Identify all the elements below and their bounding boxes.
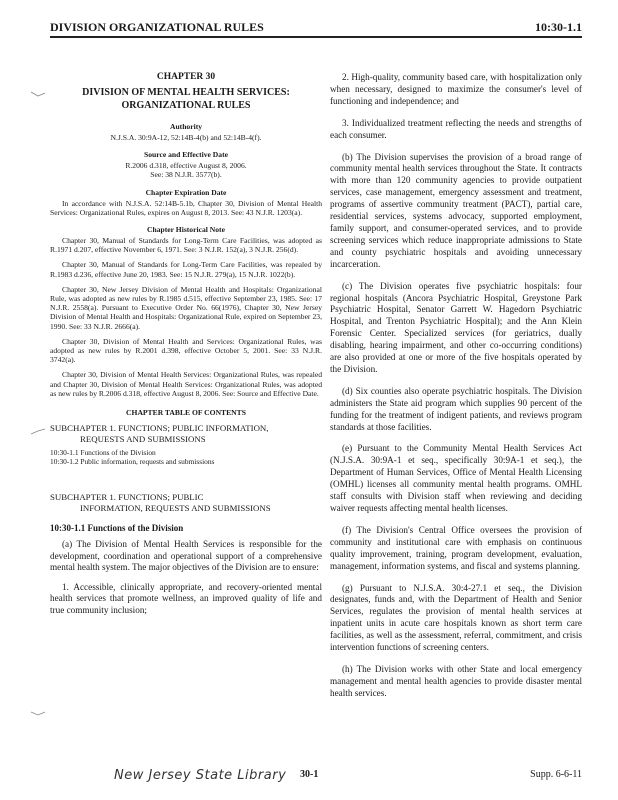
paragraph: (d) Six counties also operate psychiatric hospitals. The Division administers the State aid program which supplies 90 percent of the funding for the treatment of indigent patients, and reviews program standards at those facilities. [330,385,582,432]
paragraph: 3. Individualized treatment reflecting the needs and strengths of each consumer. [330,117,582,140]
section-heading: 10:30-1.1 Functions of the Division [50,523,184,534]
paragraph: (f) The Division's Central Office oversees the provision of community and institutional care with emphasis on continuous quality improvement, training, program development, evaluation, management, information systems, and fiscal and systems planning. [330,524,582,571]
header-section-number: 10:30-1.1 [535,20,582,34]
paragraph: (b) The Division supervises the provision of a broad range of community mental health services throughout the State. It contracts with more than 120 community agencies to provide outpatient services, case management, emergency assessment and treatment, programs of assertive community treatment (PACT), partial care, residential services, systems advocacy, supported employment, family support, and consumer-operated services, and to provide screening services which reduce inappropriate admissions to State and county psychiatric hospitals and avoiding unnecessary incarceration. [330,151,582,269]
left-column [50,72,322,625]
supplement-date: Supp. 6-6-11 [530,769,582,780]
margin-mark [30,428,46,436]
history-note: Chapter 30, New Jersey Division of Mental Health and Hospitals: Organizational Rule, was adopted as new rules by R.1985 d.515, effective September 23, 1985. See: 17 N.J.R. 2558(a). Pursuant to Executive Order No. 66(1976), Chapter 30, New Jersey Division of Mental Health and Hospitals: Organizational Rule, expired on September 23, 1990. See: 33 N.J.R. 2666(a). [50,284,322,331]
chapter-number: CHAPTER 30 [156,72,216,82]
paragraph: 1. Accessible, clinically appropriate, and recovery-oriented mental health services that promote wellness, an improved quality of life and true community inclusion; [50,581,322,616]
paragraph: (c) The Division operates five psychiatric hospitals: four regional hospitals (Ancora Psychiatric Hospital, Greystone Park Psychiatric Hospital, Senator Garrett W. Hagedorn Psychiatric Hospital, and Trenton Psychiatric Hospital); and the Ann Klein Forensic Center. Specialized services (for geriatrics, dually disabling, hearing impairment, and other co-occurring conditions) are also provided at one or more of the five hospitals operated by the Division. [330,280,582,374]
paragraph: (h) The Division works with other State and local emergency management and mental health agencies to provide disaster mental health services. [330,663,582,698]
paragraph: 2. High-quality, community based care, with hospitalization only when necessary, designed to maximize the consumer's level of functioning and independence; and [330,72,582,106]
history-note: Chapter 30, Manual of Standards for Long-Term Care Facilities, was repealed by R.1983 d.236, effective June 20, 1983. See: 15 N.J.R. 279(a), 15 N.J.R. 1022(b). [50,260,322,279]
header-title: DIVISION ORGANIZATIONAL RULES [50,20,264,34]
expiration-heading: Chapter Expiration Date [145,187,227,197]
toc-item: 10:30-1.2 Public information, requests and submissions [50,457,215,467]
toc-heading: CHAPTER TABLE OF CONTENTS [126,408,246,418]
source-text: R.2006 d.318, effective August 8, 2006. See: 38 N.J.R. 3577(b). [125,161,247,180]
authority-text: N.J.S.A. 30:9A-12, 52:14B-4(b) and 52:14B-4(f). [110,133,262,142]
margin-mark [30,90,46,98]
subchapter-title: SUBCHAPTER 1. FUNCTIONS; PUBLIC INFORMATION, REQUESTS AND SUBMISSIONS [50,492,271,513]
history-note: Chapter 30, Division of Mental Health and Services: Organizational Rules, was adopted as new rules by R.2001 d.398, effective October 5, 2001. See: 33 N.J.R. 3742(a). [50,336,322,365]
page-number: 30-1 [300,769,319,780]
source-heading: Source and Effective Date [143,150,228,160]
running-header [50,18,582,38]
toc-subchapter: SUBCHAPTER 1. FUNCTIONS; PUBLIC INFORMATION, REQUESTS AND SUBMISSIONS [50,423,269,444]
library-stamp: New Jersey State Library [114,768,287,783]
authority-heading: Authority [169,122,203,131]
history-note: Chapter 30, Manual of Standards for Long-Term Care Facilities, was adopted as R.1971 d.207, effective November 6, 1971. See: 3 N.J.R. 152(a), 3 N.J.R. 256(d). [50,236,322,255]
margin-mark [30,710,46,718]
chapter-title: DIVISION OF MENTAL HEALTH SERVICES: ORGANIZATIONAL RULES [82,87,290,111]
right-column [330,72,582,710]
history-heading: Chapter Historical Note [147,225,225,235]
expiration-text: In accordance with N.J.S.A. 52:14B-5.1b, Chapter 30, Division of Mental Health Services: Organizational Rules, expires on August 8, 2013. See: 43 N.J.R. 1203(a). [50,198,322,217]
paragraph: (a) The Division of Mental Health Services is responsible for the development, coordination and operational support of a comprehensive mental health system. The major objectives of the Division are to ensure: [50,539,322,573]
paragraph: (e) Pursuant to the Community Mental Health Services Act (N.J.S.A. 30:9A-1 et seq., specifically 30:9A-1 et seq.), the Department of Human Services, Office of Mental Health Licensing (OMHL) licenses all community mental health programs. OMHL staff consults with Division staff when reviewing and deciding waiver requests affecting mental health licenses. [330,443,582,513]
page-footer [0,766,618,786]
toc-item: 10:30-1.1 Functions of the Division [50,448,156,458]
paragraph: (g) Pursuant to N.J.S.A. 30:4-27.1 et seq., the Division designates, funds and, with the Department of Health and Senior Services, regulates the provision of mental health services at inpatient units in acute care hospitals known as short term care facilities, as well as the assessment, referral, commitment, and crisis intervention functions of screening centers. [330,582,582,653]
history-note: Chapter 30, Division of Mental Health Services: Organizational Rules, was repealed and Chapter 30, Division of Mental Health Services: Organizational Rules, was adopted as new rules by R.2006 d.318, effective August 8, 2006. See: Source and Effective Date. [50,370,322,398]
